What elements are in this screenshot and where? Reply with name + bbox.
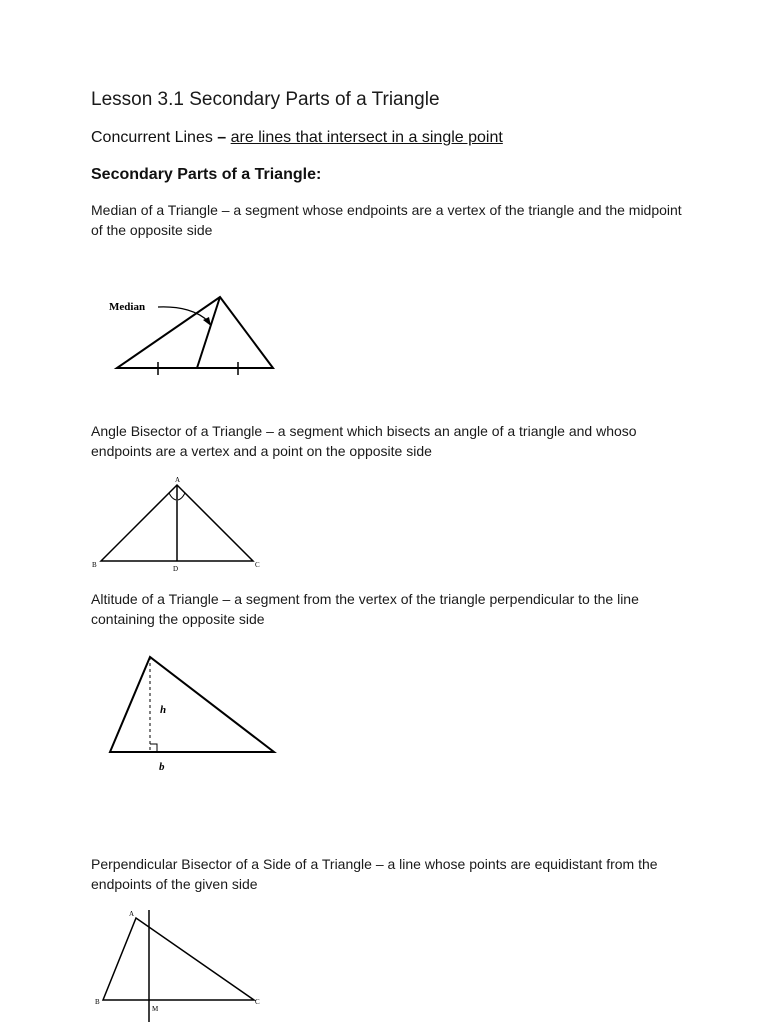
concurrent-dash: – xyxy=(217,129,227,146)
angle-bisector-label-c: C xyxy=(255,561,260,569)
angle-bisector-definition: Angle Bisector of a Triangle – a segment which bisects an angle of a triangle and whoso endpoints are a vertex and a point on the opposite side xyxy=(91,423,637,459)
concurrent-term: Concurrent Lines xyxy=(91,129,213,146)
altitude-label-h: h xyxy=(160,704,167,716)
altitude-label-b: b xyxy=(159,761,165,773)
perpendicular-bisector-label-b: B xyxy=(95,998,100,1006)
perpendicular-bisector-triangle xyxy=(103,918,254,1000)
angle-bisector-label-d: D xyxy=(173,565,179,573)
section-heading: Secondary Parts of a Triangle: xyxy=(91,166,322,183)
perpendicular-bisector-label-c: C xyxy=(255,998,260,1006)
perpendicular-bisector-label-a: A xyxy=(129,910,135,918)
altitude-definition: Altitude of a Triangle – a segment from the vertex of the triangle perpendicular to the line containing the opposite side xyxy=(91,591,639,627)
page-title: Lesson 3.1 Secondary Parts of a Triangle xyxy=(91,89,440,110)
concurrent-definition-text: are lines that intersect in a single point xyxy=(230,129,503,146)
perpendicular-bisector-label-m: M xyxy=(152,1005,159,1013)
median-definition: Median of a Triangle – a segment whose endpoints are a vertex of the triangle and the midpoint of the opposite side xyxy=(91,202,682,238)
angle-bisector-label-b: B xyxy=(92,561,97,569)
angle-bisector-label-a: A xyxy=(175,476,181,484)
median-label: Median xyxy=(109,301,146,313)
perpendicular-bisector-definition: Perpendicular Bisector of a Side of a Triangle – a line whose points are equidistant from the endpoints of the given side xyxy=(91,856,658,892)
